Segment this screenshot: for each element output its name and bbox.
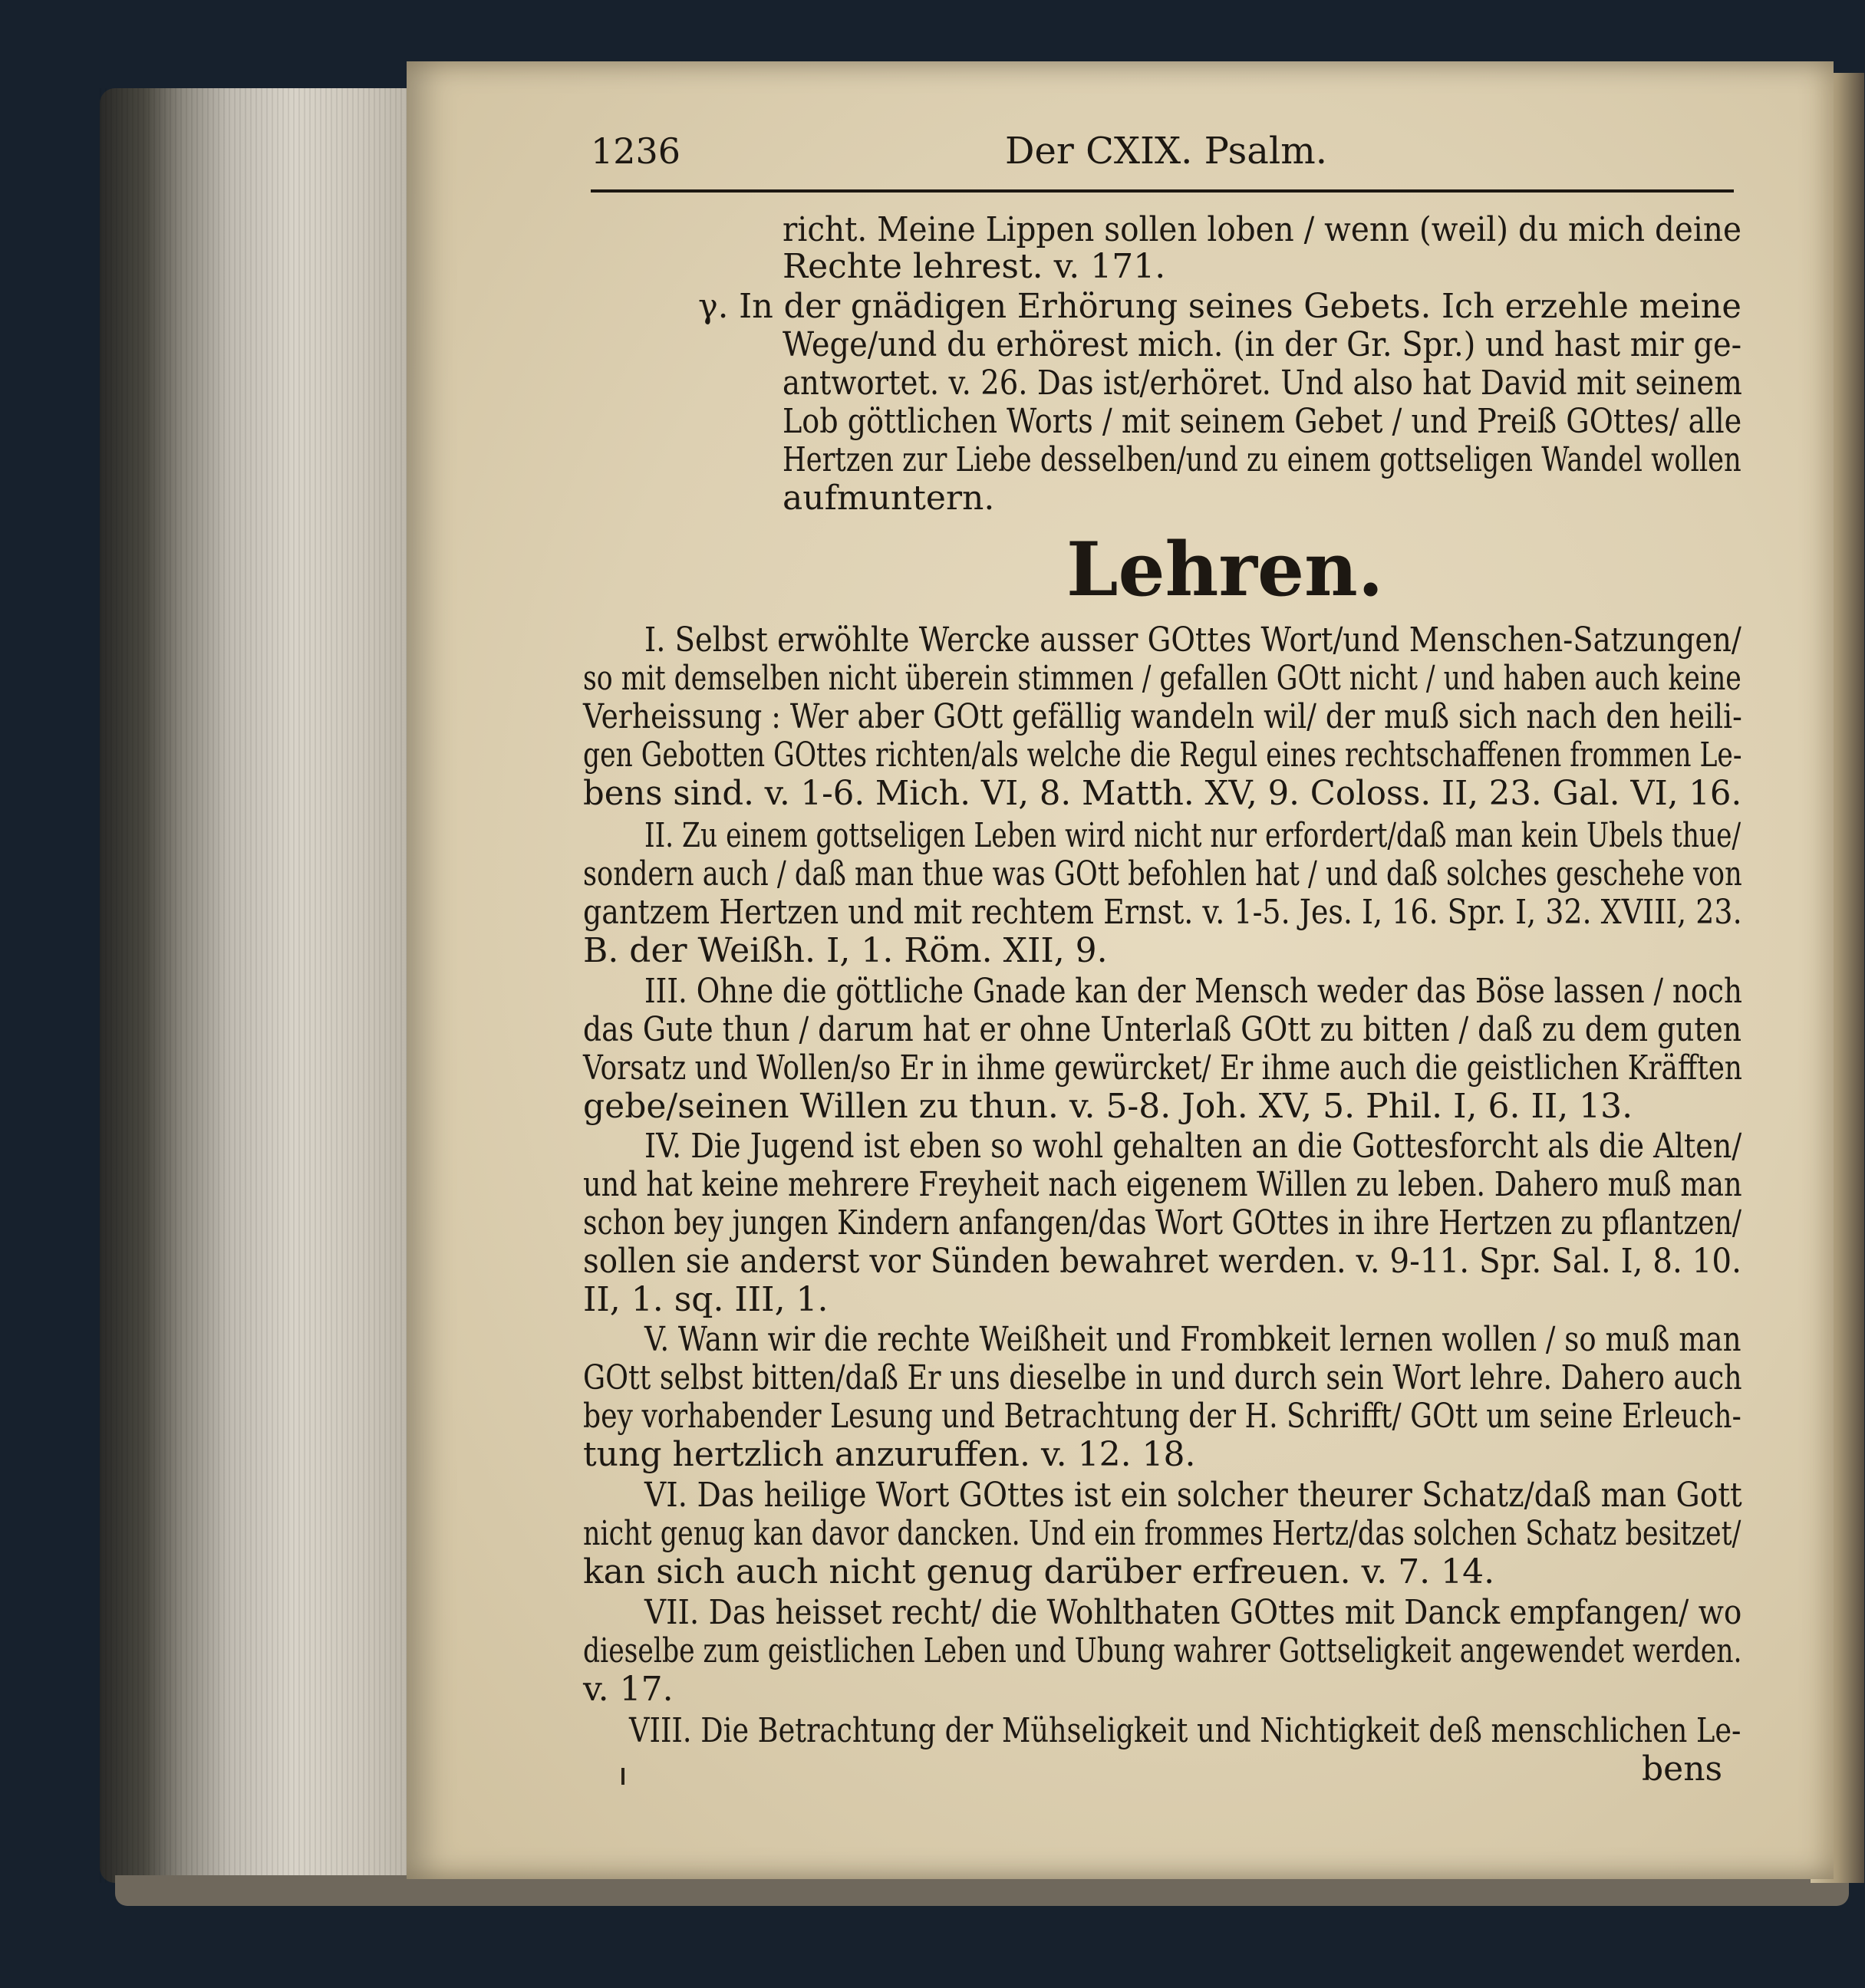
text-line: gebe/seinen Willen zu thun. v. 5-8. Joh. XV, 5. Phil. I, 6. II, 13. (583, 1087, 1633, 1126)
header-rule (591, 189, 1734, 193)
text-line: VI. Das heilige Wort GOttes ist ein solcher theurer Schatz/daß man Gott (644, 1476, 1742, 1515)
text-line: das Gute thun / darum hat er ohne Unterlaß GOtt zu bitten / daß zu dem guten (583, 1010, 1742, 1049)
text-line: VII. Das heisset recht/ die Wohlthaten GOttes mit Danck empfangen/ wo (644, 1593, 1742, 1632)
text-line: sollen sie anderst vor Sünden bewahret werden. v. 9-11. Spr. Sal. I, 8. 10. (583, 1242, 1742, 1281)
text-line: II, 1. sq. III, 1. (583, 1280, 829, 1319)
text-line: aufmuntern. (783, 479, 995, 518)
text-line: bey vorhabender Lesung und Betrachtung der H. Schrifft/ GOtt um seine Erleuch- (583, 1397, 1741, 1436)
text-line: VIII. Die Betrachtung der Mühseligkeit und Nichtigkeit deß menschlichen Le- (629, 1711, 1741, 1750)
text-line: sondern auch / daß man thue was GOtt befohlen hat / und daß solches geschehe von (583, 854, 1742, 894)
text-line: dieselbe zum geistlichen Leben und Ubung wahrer Gottseligkeit angewendet werden. (583, 1631, 1742, 1670)
text-line: Verheissung : Wer aber GOtt gefällig wandeln wil/ der muß sich nach den heili- (583, 697, 1742, 736)
text-line: v. 17. (583, 1670, 674, 1709)
text-line: und hat keine mehrere Freyheit nach eigenem Willen zu leben. Dahero muß man (583, 1165, 1742, 1204)
text-line: γ. In der gnädigen Erhörung seines Gebets. Ich erzehle meine (698, 287, 1741, 326)
running-header-title: Der CXIX. Psalm. (1005, 130, 1328, 173)
text-line: gen Gebotten GOttes richten/als welche die Regul eines rechtschaffenen frommen Le- (583, 736, 1742, 775)
text-line: III. Ohne die göttliche Gnade kan der Mensch weder das Böse lassen / noch (644, 972, 1742, 1011)
text-line: gantzem Hertzen und mit rechtem Ernst. v. 1-5. Jes. I, 16. Spr. I, 32. XVIII, 23. (583, 893, 1742, 932)
text-line: antwortet. v. 26. Das ist/erhöret. Und also hat David mit seinem (783, 364, 1742, 403)
text-line: kan sich auch nicht genug darüber erfreuen. v. 7. 14. (583, 1552, 1495, 1591)
text-line: bens sind. v. 1-6. Mich. VI, 8. Matth. XV, 9. Coloss. II, 23. Gal. VI, 16. (583, 774, 1742, 813)
text-line: Wege/und du erhörest mich. (in der Gr. Spr.) und hast mir ge- (783, 325, 1742, 364)
text-line: B. der Weißh. I, 1. Röm. XII, 9. (583, 931, 1108, 970)
book-page-edges (100, 88, 422, 1883)
section-heading: Lehren. (1066, 526, 1384, 613)
page-number: 1236 (591, 130, 681, 172)
text-line: Rechte lehrest. v. 171. (783, 247, 1166, 286)
text-line: schon bey jungen Kindern anfangen/das Wort GOttes in ihre Hertzen zu pflantzen/ (583, 1203, 1741, 1242)
text-line: Vorsatz und Wollen/so Er in ihme gewürcket/ Er ihme auch die geistlichen Kräfften (583, 1048, 1742, 1088)
text-line: II. Zu einem gottseligen Leben wird nicht nur erfordert/daß man kein Ubels thue/ (644, 816, 1741, 855)
book-cover-bottom (115, 1875, 1849, 1906)
text-line: so mit demselben nicht überein stimmen / gefallen GOtt nicht / und haben auch keine (583, 659, 1741, 698)
text-line: V. Wann wir die rechte Weißheit und Frombkeit lernen wollen / so muß man (644, 1320, 1741, 1359)
text-line: Hertzen zur Liebe desselben/und zu einem gottseligen Wandel wollen (783, 440, 1741, 479)
print-mark (621, 1768, 624, 1785)
text-line: tung hertzlich anzuruffen. v. 12. 18. (583, 1435, 1196, 1474)
text-line: GOtt selbst bitten/daß Er uns dieselbe in und durch sein Wort lehre. Dahero auch (583, 1358, 1742, 1397)
text-line: bens (1642, 1749, 1723, 1789)
text-line: IV. Die Jugend ist eben so wohl gehalten an die Gottesforcht als die Alten/ (644, 1127, 1742, 1166)
text-line: richt. Meine Lippen sollen loben / wenn (weil) du mich deine (783, 210, 1741, 249)
text-line: nicht genug kan davor dancken. Und ein frommes Hertz/das solchen Schatz besitzet/ (583, 1514, 1741, 1553)
text-line: I. Selbst erwöhlte Wercke ausser GOttes Wort/und Menschen-Satzungen/ (644, 620, 1741, 660)
text-line: Lob göttlichen Worts / mit seinem Gebet / und Preiß GOttes/ alle (783, 402, 1742, 441)
